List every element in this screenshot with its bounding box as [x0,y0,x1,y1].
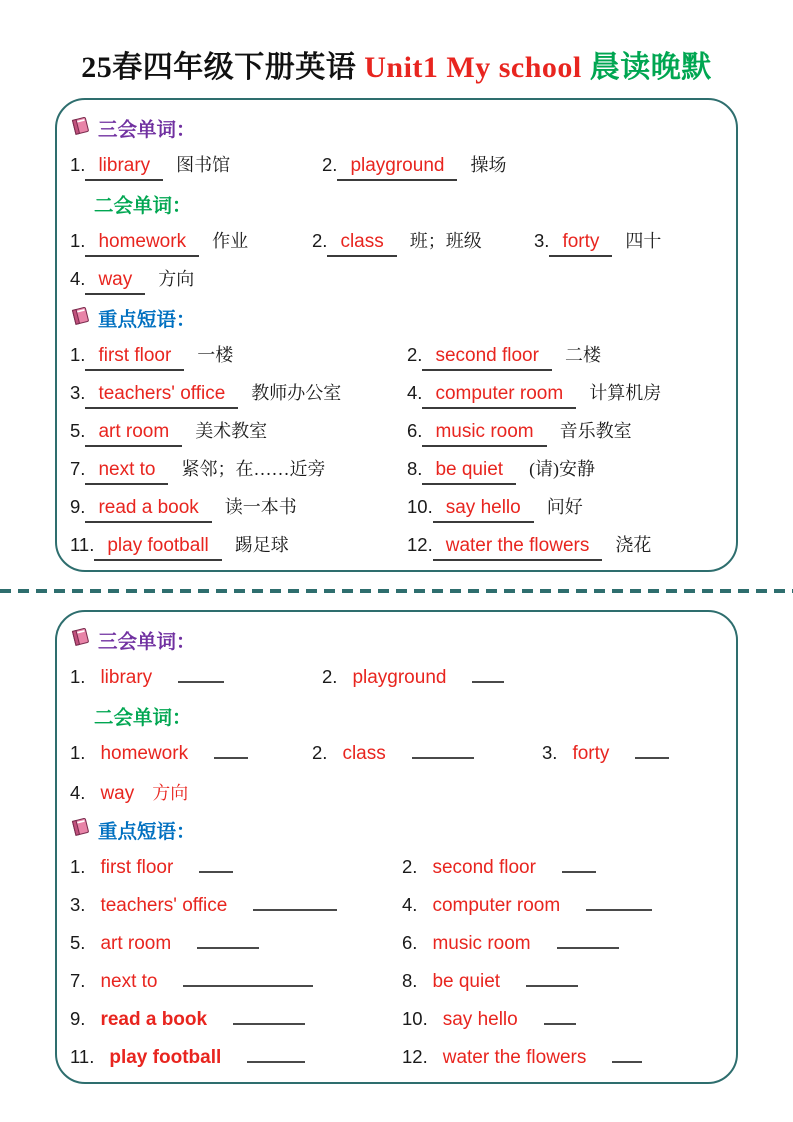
entry [407,455,724,485]
entry-empty-blank [412,744,474,759]
entry-empty-blank [233,1010,305,1025]
entry-filled-blank [85,344,184,371]
entry-filled-blank [85,382,238,409]
page-title [0,42,793,86]
entry-filled-blank [94,534,221,561]
entry [402,1046,724,1069]
entry-meaning: 音乐教室 [559,421,632,441]
entry [70,455,407,485]
entry-word: way [100,782,135,804]
entry-filled-blank [85,230,199,257]
entry [70,970,402,993]
box2-words3-list [70,659,724,697]
entry-number: 4. [70,781,86,803]
entry-filled-blank [327,230,396,257]
box1-words3-list [70,147,724,185]
entry-word: be quiet [435,459,504,480]
entry-number: 5. [70,420,86,441]
entry-number: 10. [402,1008,428,1029]
words3-header [70,621,724,659]
entry-empty-blank [199,858,233,873]
words3-header [70,109,724,147]
entry-number: 1. [70,742,86,763]
entry-word: say hello [445,497,521,518]
words2-header-label: 二会单词： [94,196,192,217]
entry-word: playground [350,155,445,176]
entry-empty-blank [247,1048,305,1063]
answer-key-box [55,98,738,572]
entry-number: 10. [407,496,433,517]
entry-word: library [98,155,151,176]
entry-number: 8. [402,970,418,991]
entry-word: teachers' office [100,895,228,916]
entry [70,779,312,805]
entry-empty-blank [526,972,578,987]
entry-empty-blank [562,858,596,873]
entry-number: 2. [312,742,328,763]
entry-meaning: 一楼 [197,345,234,365]
entry-meaning: 美术教室 [195,421,268,441]
entry-empty-blank [612,1048,642,1063]
entry-number: 3. [70,382,86,403]
entry-number: 8. [407,458,423,479]
entry-number: 9. [70,1008,86,1029]
entry [322,151,724,181]
phrases-header [70,811,724,849]
entry-number: 1. [70,154,86,175]
entry [322,666,724,689]
entry-meaning: 读一本书 [224,497,297,517]
entry-meaning: 二楼 [564,345,601,365]
entry-word: homework [100,743,189,764]
entry-number: 12. [407,534,433,555]
entry-number: 6. [402,932,418,953]
entry-word: computer room [435,383,564,404]
entry-number: 12. [402,1046,428,1067]
entry [402,856,724,879]
entry-meaning: 图书馆 [176,155,231,175]
entry-empty-blank [214,744,248,759]
entry [70,417,407,447]
entry [70,151,322,181]
entry-number: 7. [70,458,86,479]
entry [70,666,322,689]
words3-header-label: 三会单词： [98,631,196,653]
entry [70,531,407,561]
entry-number: 2. [402,856,418,877]
entry-number: 11. [70,1046,95,1067]
entry-word: homework [98,231,187,252]
entry-meaning: 浇花 [615,535,652,555]
entry-empty-blank [253,896,337,911]
entry [312,227,534,257]
entry [407,379,724,409]
entry-filled-blank [85,154,163,181]
entry-meaning: 踢足球 [234,535,289,555]
entry-filled-blank [549,230,612,257]
entry-word: playground [352,667,447,688]
entry-word: art room [100,933,172,954]
phrases-header [70,299,724,337]
entry-meaning: 操场 [470,155,507,175]
entry-number: 3. [70,894,86,915]
entry-word: first floor [98,345,172,366]
entry-empty-blank [197,934,259,949]
book-icon [70,306,91,331]
entry-word: second floor [432,857,536,878]
entry-number: 1. [70,856,86,877]
entry [70,894,402,917]
book-icon [70,116,91,141]
title-suffix-part: 晨读晚默 [589,51,712,84]
entry-number: 9. [70,496,86,517]
book-icon [70,817,91,842]
entry-number: 4. [70,268,86,289]
entry-number: 7. [70,970,86,991]
entry-number: 6. [407,420,423,441]
dashed-divider [0,589,793,593]
entry [70,1008,402,1031]
entry-word: class [340,231,384,252]
entry [70,1046,402,1069]
entry-meaning: (请)安静 [529,459,596,479]
entry-number: 3. [542,742,558,763]
entry-word: be quiet [432,971,501,992]
entry-filled-blank [433,534,603,561]
entry [542,742,724,765]
entry-empty-blank [635,744,669,759]
entry-word: music room [432,933,531,954]
entry-word: second floor [435,345,539,366]
entry-meaning: 计算机房 [589,383,662,403]
entry-empty-blank [544,1010,576,1025]
entry-word: next to [98,459,156,480]
entry [407,417,724,447]
entry [70,493,407,523]
entry-meaning: 作业 [212,231,249,251]
entry-meaning: 问好 [546,497,583,517]
entry-number: 4. [407,382,423,403]
entry-number: 2. [322,666,338,687]
entry-filled-blank [422,382,576,409]
phrases-header-label: 重点短语： [98,821,196,843]
words3-header-label: 三会单词： [98,120,196,141]
phrases-header-label: 重点短语： [98,310,196,331]
entry-meaning: 方向 [158,269,195,289]
entry-meaning: 紧邻；在……近旁 [181,459,326,479]
entry [70,341,407,371]
box1-words2-list [70,223,724,299]
entry [402,970,724,993]
words2-header [70,185,724,223]
entry-number: 2. [322,154,338,175]
entry [534,227,724,257]
entry-number: 1. [70,344,86,365]
entry-word: first floor [100,857,174,878]
entry-filled-blank [85,496,211,523]
words2-header [70,697,724,735]
entry-word: water the flowers [442,1047,587,1068]
entry-number: 1. [70,666,86,687]
entry [70,379,407,409]
book-icon [70,627,91,652]
title-unit-part: Unit1 My school [364,51,582,84]
entry-empty-blank [472,668,504,683]
entry-number: 4. [402,894,418,915]
entry [70,932,402,955]
entry [70,227,312,257]
entry-filled-blank [433,496,534,523]
entry-empty-blank [178,668,224,683]
entry [402,894,724,917]
entry-empty-blank [557,934,619,949]
entry-filled-blank [422,344,552,371]
entry-number: 2. [407,344,423,365]
entry-word: read a book [98,497,199,518]
entry [407,493,724,523]
entry-word: art room [98,421,170,442]
box2-phrases-list [70,849,724,1077]
entry-meaning: 教师办公室 [251,383,342,403]
entry [70,265,312,295]
entry-filled-blank [85,420,182,447]
entry-word: read a book [100,1009,208,1030]
entry [70,742,312,765]
entry-word: say hello [442,1009,518,1030]
entry-word: forty [572,743,610,764]
entry [312,742,542,765]
entry-meaning: 四十 [625,231,662,251]
entry-filled-blank [422,458,516,485]
entry-filled-blank [422,420,546,447]
entry-word: way [98,269,133,290]
entry [407,531,724,561]
practice-box [55,610,738,1084]
box2-words2-list [70,735,724,811]
words2-header-label: 二会单词： [94,707,192,729]
entry-word: library [100,667,153,688]
entry-filled-blank [337,154,457,181]
entry-number: 3. [534,230,550,251]
entry-empty-blank [183,972,313,987]
entry-word: music room [435,421,534,442]
entry-number: 2. [312,230,328,251]
entry [402,932,724,955]
entry-filled-blank [85,268,145,295]
entry [407,341,724,371]
entry-empty-blank [586,896,652,911]
entry-word: teachers' office [98,383,226,404]
box1-phrases-list [70,337,724,565]
entry-answer: 方向 [152,782,189,803]
entry-word: next to [100,971,158,992]
entry-word: play football [107,535,209,556]
title-grade-part: 25春四年级下册英语 [81,51,357,84]
entry [70,856,402,879]
entry-word: forty [562,231,600,252]
entry-number: 5. [70,932,86,953]
entry-number: 11. [70,534,95,555]
entry-word: play football [109,1047,222,1068]
entry-word: class [342,743,386,764]
entry-filled-blank [85,458,168,485]
entry-meaning: 班；班级 [409,231,482,251]
entry-number: 1. [70,230,86,251]
entry-word: water the flowers [445,535,590,556]
entry [402,1008,724,1031]
entry-word: computer room [432,895,561,916]
